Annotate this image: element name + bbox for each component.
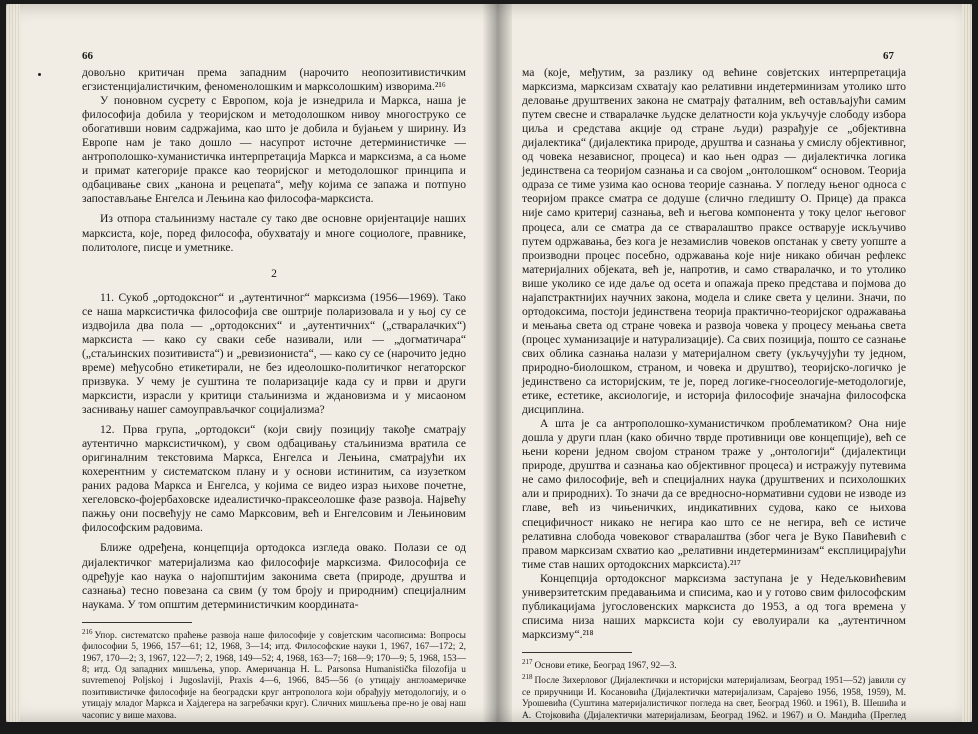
footnote-text: Упор. систематско праћење развоја наше философије у совјетским часописима: Вопросы философии 5, 1966, 157—61; 12, 1968, 3—14; итд. Философские науки 1, 1967, 167—172; 2, 1967, 170—2; 3, 1967, 122—7; 2, 1968, 149—52; 4, 1968, 163—7; 168—9; 170—9; 5, 1968, 153—8; итд. Од западних мишљења, упор. Америчанца Н. L. Parsonsa Humanistička filozofija u suvremenoj Poljskoj i Jugoslaviji, Praxis 4—6, 1966, 845—56 (о утицају англоамеричке позитивистичке философије на београдски круг антрополога који обрађују методологију, и о утицају младог Маркса и Хајдегера на загребачки круг). Сличних мишљења пре-но је овај наш часопис у више махова. <box>82 630 466 721</box>
footnote-number: 218 <box>522 673 533 682</box>
paragraph: 11. Сукоб „ортодоксног“ и „аутентичног“ марксизма (1956—1969). Тако се наша марксистичка философија све оштрије поларизовала и у њој су се издвојила два пола — „ортодоксних“ и „аутентичних“ („стваралачких“) марксиста — како су сваки себе називали, или — „догматичара“ („стаљинских позитивиста“) и „ревизиониста“, — како су се (нарочито једно време) међусобно етикетирали, не без идеолошко-политичког негаторског призвука. У чему је суштина те поларизације када су и први и други марксисти, израсли у критици стаљинизма и ждановизма и у мисаоном заснивању нашег самоуправљачког социјализма? <box>82 290 466 417</box>
margin-dot <box>38 73 41 76</box>
right-page <box>522 42 906 734</box>
footnote-number: 216 <box>82 627 93 636</box>
footnote <box>82 627 466 722</box>
paragraph: Ближе одређена, концепција ортодокса изгледа овако. Полази се од дијалектичког материјализма као философије марксизма. Философија се одређује као наука о најопштијим законима света (природе, друштва и сазнања) тесно повезана са свим (у том броју и природним) специјалним наукама. У том општим детерминистичким координата- <box>82 541 466 611</box>
page-edge-right <box>962 4 972 722</box>
footnote-text: Основи етике, Београд 1967, 92—3. <box>534 661 677 672</box>
footnote <box>522 672 906 733</box>
paragraph: Из отпора стаљинизму настале су тако две основне оријентације наших марксиста, које, поред философа, обухватају и многе социологе, правнике, политологе, писце и уметнике. <box>82 212 466 254</box>
right-page-body <box>522 66 906 642</box>
paragraph: довољно критичан према западним (нарочито неопозитивистичким егзистенцијалистичким, феноменолошким и марксолошким) изворима.²¹⁶ <box>82 66 466 94</box>
section-number: 2 <box>271 266 277 280</box>
page-number-right: 67 <box>883 50 894 62</box>
left-page-body <box>82 66 466 612</box>
page-number-left: 66 <box>82 50 93 62</box>
footnote-rule <box>522 652 632 653</box>
left-page <box>82 42 466 722</box>
paragraph: 12. Прва група, „ортодокси“ (који свију позицију такође сматрају аутентично марксистичком), у свом одбацивању стаљинизма вратила се оригиналним текстовима Маркса, Енгелса и Лењина, сматрајући их кохерентним у систематском плану и у основи истинитим, са изузетком раних радова Маркса и Енгелса, у којима се видео израз њихове почетне, хегеловско-фојербаховске идеалистичко-праксеолошке фазе развоја. Највећу пажњу они посвећују не само Марксовим, већ и Енгелсовим и Лењиновим философским радовима. <box>82 423 466 535</box>
paragraph: Концепција ортодоксног марксизма заступана је у Недељковићевим универзитетским предавањима и списима, као и у готово свим философским публикацијама југословенских марксиста до 1953, а од тога времена у списима низа наших марксиста који су еволуирали ка „аутентичном марксизму“.²¹⁸ <box>522 571 906 641</box>
footnote-number: 217 <box>522 657 533 666</box>
footnote-rule <box>82 622 192 623</box>
footnote <box>522 657 906 673</box>
paragraph: А шта је са антрополошко-хуманистичком проблематиком? Она није дошла у други план (како обично тврде противници ове концепције), већ се њени корени једном својом страном траже у „онтологији“ (дијалектици природе, друштва и сазнања као објективног процеса) и истражују путевима не само философије, већ и специјалних наука (друштвених и психолошких али и природних). То значи да се вредносно-нормативни судови не изводе из главе, већ из чињеничких, индикативних судова, како се њихова специфичност никако не негира као што се не негира, већ се истиче релативна слобода човековог стваралаштва (због чега је Вуко Павићевић с правом марксизам схватио као „релативни индетерминизам“ експлицирајући тиме став наших ортодоксних марксиста).²¹⁷ <box>522 417 906 571</box>
page-edge-left <box>6 4 20 722</box>
paragraph: У поновном сусрету с Европом, која је изнедрила и Маркса, наша је философија добила у теоријском и методолошком нивоу многострукo се обогативши новим садржајима, као што је добила и бујањем у ширину. Из Европе нам је тако дошло — насупрот источне детерминистичке — антрополошко-хуманистичка интерпретација Маркса и марксизма, а са њоме и примат категорије праксе као теоријског и методолошког принципа и одбацивање свих „канона и рецепата“, међу којима се запажа и потпуно запостављање Енгелса и Лењина као философа-марксиста. <box>82 94 466 206</box>
footnote-text: После Зихерловог (Дијалектички и историјски материјализам, Београд 1951—52) јавили су се приручници И. Косановића (Дијалектички материјализам, Сарајево 1956, 1958, 1959), М. Урошевића (Суштина материјалистичког погледа на свет, Београд 1960. и 1961), В. Шешића и А. Стојковића (Дијалектички материјализам, Београд 1962. и 1967) и О. Мандића (Преглед дијалектичког матери- <box>522 676 906 733</box>
paragraph: ма (које, међутим, за разлику од већине совјетских интерпретација марксизма, марксизам схватају као релативни индетерминизам утолико што деловање друштвених закона не сматрају фаталним, већ остављајући самим путем свесне и стваралачке људске делатности која укључује слободу избора циља и средстава акције од стране људи) разрађује се „објективна дијалектика“ (дијалектика природе, друштва и сазнања у смислу објективног, од човека независног, процеса) и као њен одраз — дијалектичка логика јединствена са теоријом сазнања и са својом „онтолошком“ основом. Теорија одраза се тиме узима као основа теорије сазнања. У погледу њеног односа с теоријом праксе сматра се додуше (слично гледишту О. Прице) да пракса није само критериј сазнања, већ и његова компонента у току целог његовог процеса, али се сматра да се стваралаштво праксе остварује искључиво путем одржавања, без кога је незамислив човеков опстанак у свету уопште а производни процес посебно, одржавања које није никако обичан рефлекс материјалних објеката, већ је, напротив, и само стваралачко, и то утолико више уколико се иде даље од осета и опажаја преко представа и појмова до најапстрактнијих научних закона, модела и слике света у целини. Значи, по ортодоксима, постоји јединствена теорија практично-теоријског одражавања и мењања света од стране човека и развоја човека у процесу мењања света (процес хуманизације и натурализације). Са свих позиција, пошто се сазнање свих облика сазнања налази у материјалном свету (укључујући ту једном, природно-биолошком, страном, и човека и друштво), теоријско-логичко је јединствено са историјским, те је, поред логике-гносеологије-методологије, етике, естетике, аксиологије, и историја философије значајна философска дисциплина. <box>522 66 906 417</box>
book-gutter <box>482 4 512 722</box>
